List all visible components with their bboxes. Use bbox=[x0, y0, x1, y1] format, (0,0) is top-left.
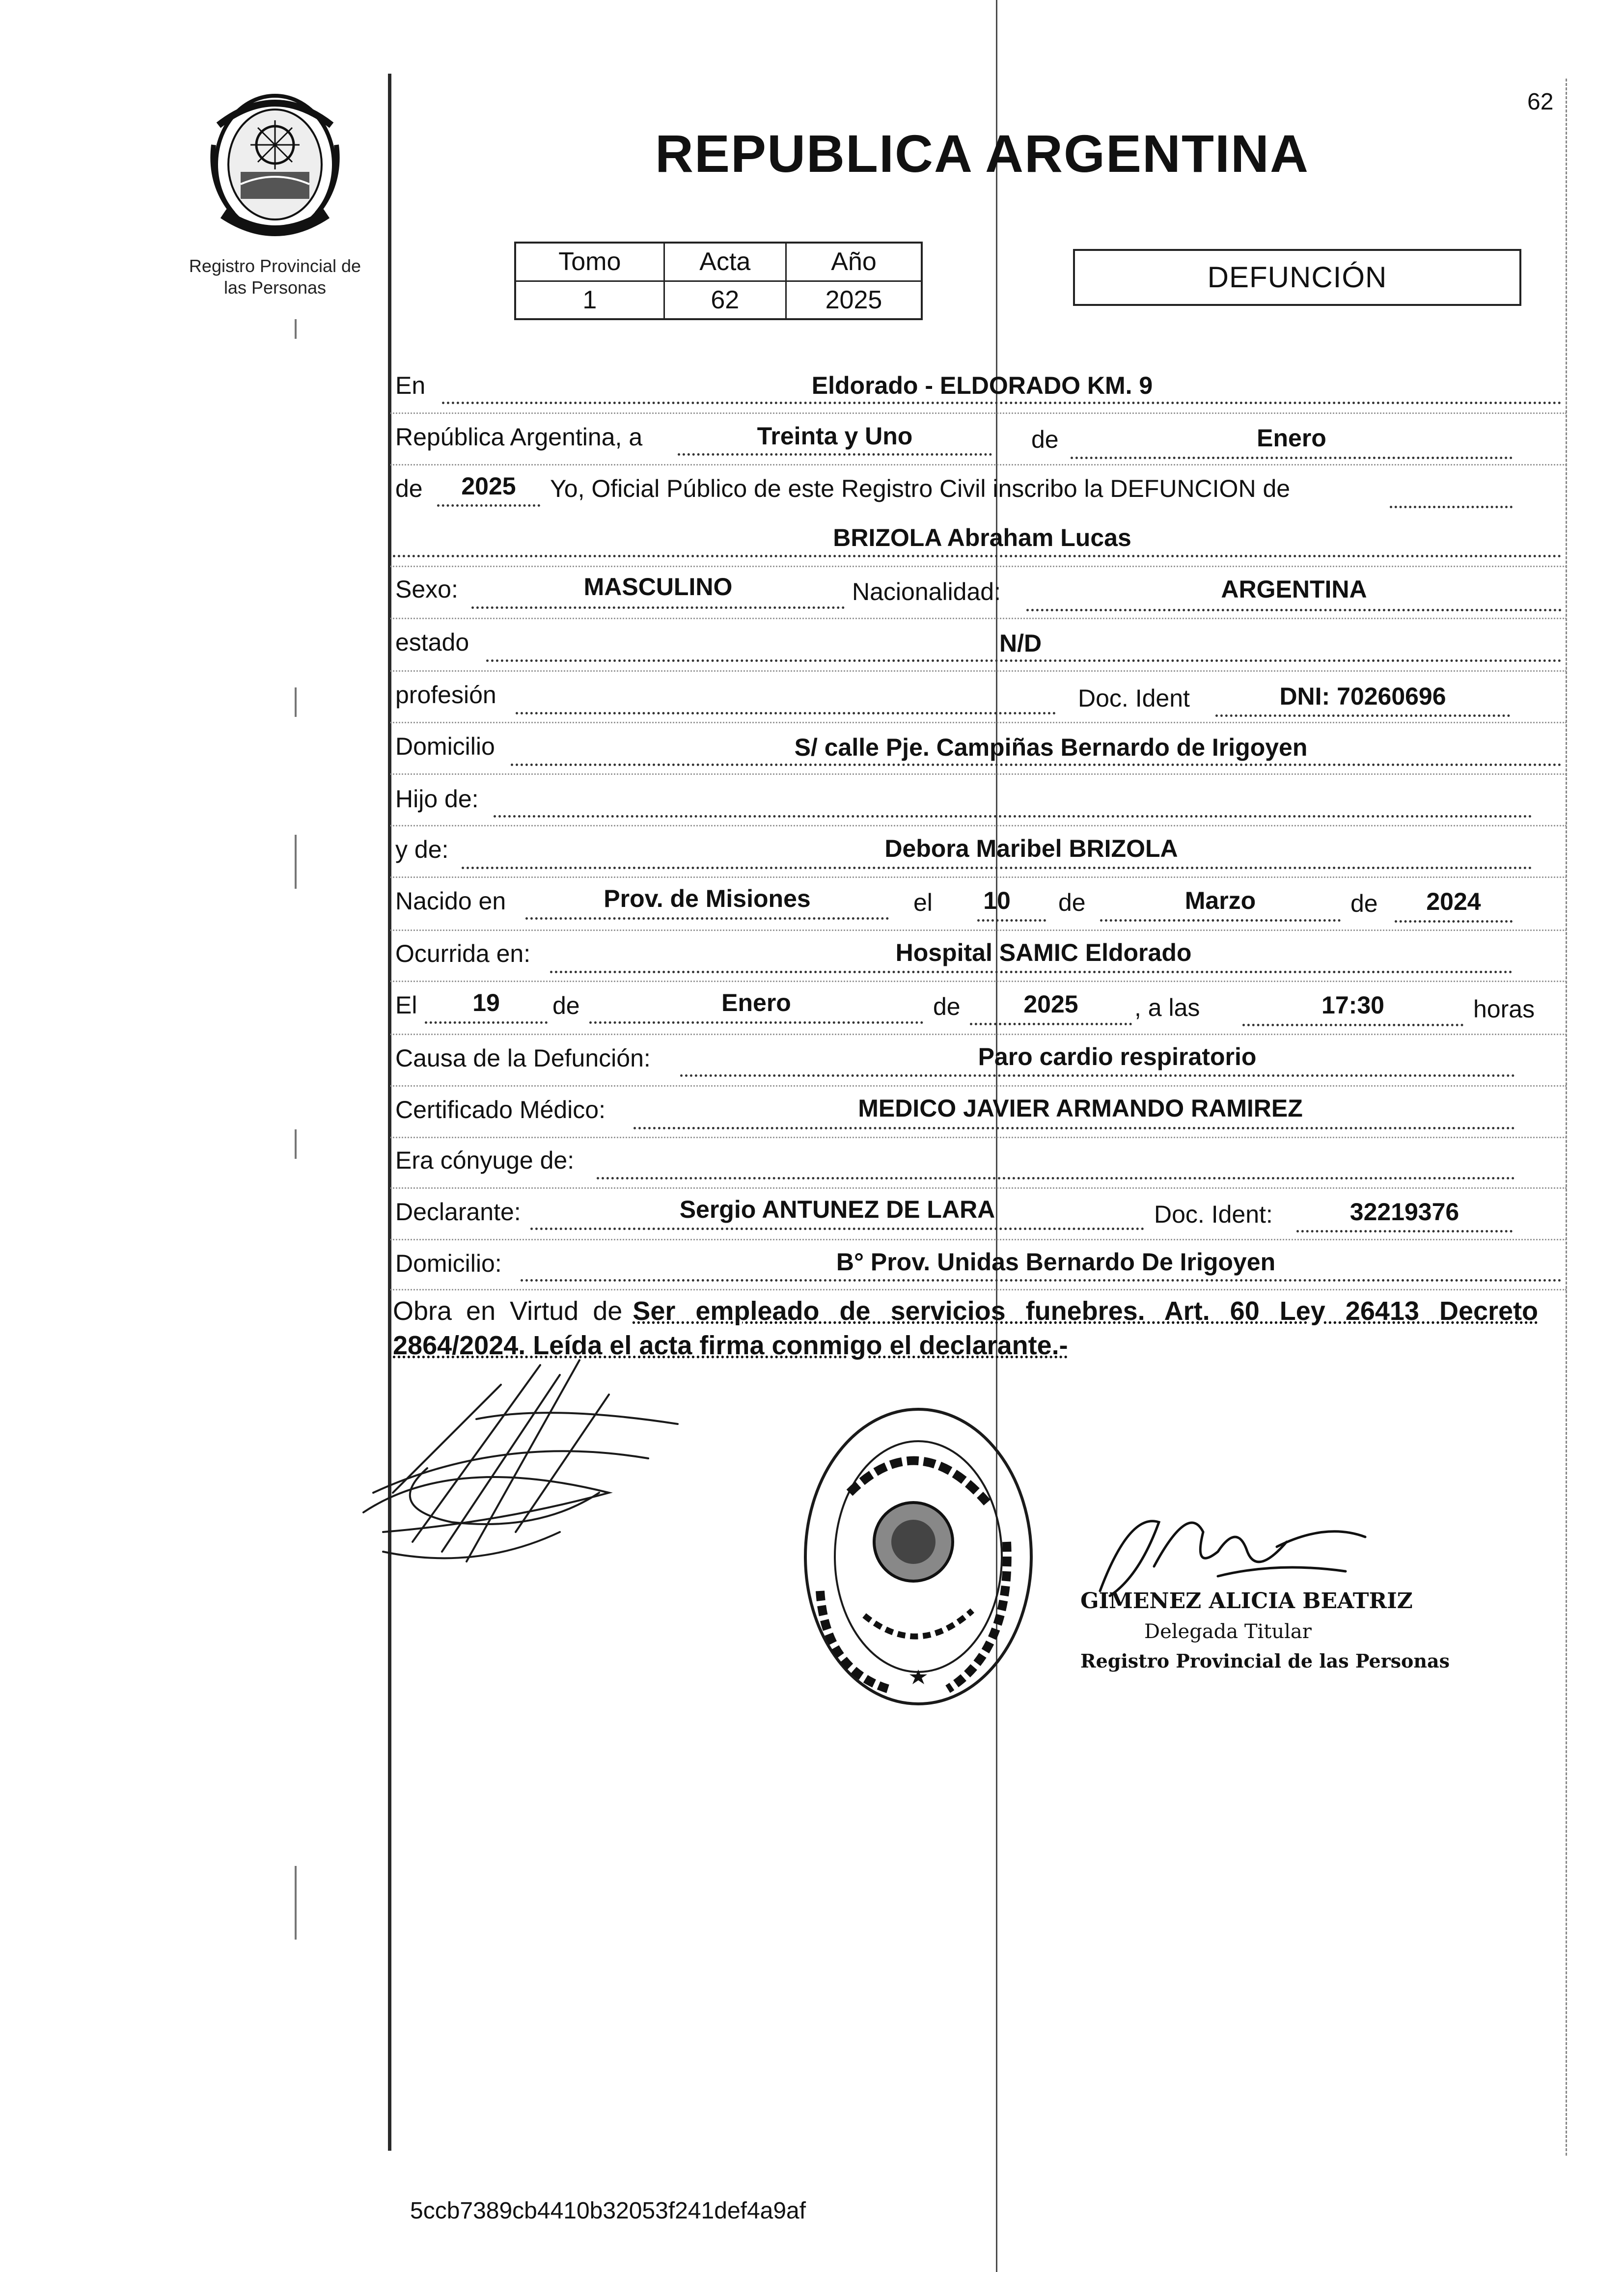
row-rule bbox=[390, 981, 1567, 982]
profesion-dotted-line bbox=[516, 712, 1056, 714]
certificado-label: Certificado Médico: bbox=[395, 1096, 606, 1123]
row-rule bbox=[390, 1187, 1567, 1189]
scan-speck bbox=[295, 1866, 297, 1940]
nacido-value: Prov. de Misiones bbox=[604, 885, 811, 912]
doc-ident-value: DNI: 70260696 bbox=[1279, 683, 1446, 710]
decl-domicilio-value: B° Prov. Unidas Bernardo De Irigoyen bbox=[836, 1248, 1276, 1276]
conyuge-label: Era cónyuge de: bbox=[395, 1147, 575, 1174]
doc-ident-label: Doc. Ident bbox=[1078, 684, 1190, 712]
reference-value-row bbox=[515, 281, 922, 319]
page-number: 62 bbox=[1527, 89, 1554, 115]
row-rule bbox=[390, 1289, 1567, 1290]
horas-label: horas bbox=[1473, 995, 1535, 1023]
acta-value: 62 bbox=[664, 281, 786, 319]
obra-value-2: 2864/2024. Leída el acta firma conmigo el declarante.- bbox=[393, 1331, 1068, 1360]
mes-dotted-line bbox=[1071, 457, 1513, 459]
def-mes-dotted-line bbox=[589, 1021, 923, 1024]
nac-dia-value: 10 bbox=[983, 887, 1011, 914]
nacionalidad-dotted-line bbox=[1026, 609, 1562, 611]
def-dia-value: 19 bbox=[472, 989, 500, 1016]
decl-doc-value: 32219376 bbox=[1349, 1198, 1459, 1226]
anio-dotted-line bbox=[437, 504, 540, 507]
ocurrida-label: Ocurrida en: bbox=[395, 940, 531, 967]
decl-domicilio-label: Domicilio: bbox=[395, 1250, 502, 1277]
certificado-value: MEDICO JAVIER ARMANDO RAMIREZ bbox=[858, 1095, 1303, 1122]
yde-dotted-line bbox=[462, 867, 1532, 869]
dia-dotted-line bbox=[678, 453, 992, 456]
a-las-label: , a las bbox=[1134, 994, 1200, 1021]
row-rule bbox=[390, 930, 1567, 931]
causa-label: Causa de la Defunción: bbox=[395, 1044, 651, 1072]
de-label: de bbox=[1031, 426, 1059, 453]
row-rule bbox=[390, 566, 1567, 567]
row-rule bbox=[390, 1034, 1567, 1035]
declarante-dotted-line bbox=[530, 1228, 1144, 1230]
yde-label: y de: bbox=[395, 836, 449, 863]
estado-value: N/D bbox=[999, 630, 1042, 657]
sexo-label: Sexo: bbox=[395, 575, 458, 603]
nac-de2-label: de bbox=[1350, 890, 1378, 917]
certificado-dotted-line bbox=[633, 1127, 1515, 1129]
domicilio-dotted-line bbox=[511, 764, 1562, 766]
nac-mes-value: Marzo bbox=[1184, 887, 1256, 914]
reference-header-row bbox=[515, 243, 922, 281]
row-rule bbox=[390, 825, 1567, 826]
decl-doc-label: Doc. Ident: bbox=[1154, 1201, 1273, 1228]
def-dia-dotted-line bbox=[425, 1021, 548, 1024]
obra-line-1 bbox=[393, 1294, 1562, 1328]
anio-prefix-label: de bbox=[395, 475, 423, 502]
obra-value-1: Ser empleado de servicios funebres. Art. 60 Ley 26413 Decreto bbox=[633, 1296, 1539, 1326]
row-rule bbox=[390, 412, 1567, 414]
scan-speck bbox=[295, 1129, 297, 1159]
hora-dotted-line bbox=[1242, 1024, 1463, 1026]
scan-speck bbox=[295, 319, 297, 339]
reference-table bbox=[514, 242, 923, 320]
ocurrida-dotted-line bbox=[550, 971, 1513, 973]
row-rule bbox=[390, 722, 1567, 723]
nombre-dotted-line bbox=[393, 555, 1562, 557]
republica-label: República Argentina, a bbox=[395, 423, 643, 451]
declarante-label: Declarante: bbox=[395, 1198, 521, 1226]
nacionalidad-value: ARGENTINA bbox=[1221, 575, 1367, 603]
right-margin-rule bbox=[1566, 79, 1567, 2156]
decl-doc-dotted-line bbox=[1296, 1230, 1513, 1232]
def-de-label: de bbox=[552, 992, 580, 1019]
dia-value: Treinta y Uno bbox=[757, 422, 913, 450]
row-rule bbox=[390, 1085, 1567, 1087]
row-rule bbox=[390, 618, 1567, 619]
row-rule bbox=[390, 1137, 1567, 1138]
doc-ident-dotted-line bbox=[1215, 714, 1510, 717]
ocurrida-value: Hospital SAMIC Eldorado bbox=[895, 939, 1192, 966]
official-org: Registro Provincial de las Personas bbox=[1080, 1650, 1450, 1672]
tomo-header: Tomo bbox=[515, 243, 664, 281]
declarante-value: Sergio ANTUNEZ DE LARA bbox=[679, 1196, 995, 1223]
obra-label: Obra en Virtud de bbox=[393, 1296, 623, 1326]
nacido-dotted-line bbox=[525, 917, 889, 920]
en-dotted-line bbox=[442, 402, 1562, 404]
scan-speck bbox=[295, 687, 297, 717]
madre-value: Debora Maribel BRIZOLA bbox=[884, 835, 1178, 862]
anio-value: 2025 bbox=[461, 472, 516, 500]
nac-anio-dotted-line bbox=[1395, 920, 1513, 923]
row-rule bbox=[390, 773, 1567, 775]
nac-de-label: de bbox=[1058, 889, 1086, 916]
nac-dia-dotted-line bbox=[977, 919, 1046, 922]
mes-value: Enero bbox=[1257, 424, 1326, 452]
causa-value: Paro cardio respiratorio bbox=[978, 1043, 1257, 1070]
estado-dotted-line bbox=[486, 659, 1562, 662]
anio-header: Año bbox=[786, 243, 922, 281]
en-label: En bbox=[395, 372, 426, 399]
hijo-dotted-line bbox=[494, 815, 1532, 818]
scan-speck bbox=[295, 835, 297, 889]
registry-label: Registro Provincial de las Personas bbox=[189, 256, 361, 298]
scan-fold-line bbox=[996, 0, 997, 2272]
estado-label: estado bbox=[395, 629, 469, 656]
nac-anio-value: 2024 bbox=[1426, 888, 1481, 915]
row-rule bbox=[390, 670, 1567, 672]
nac-mes-dotted-line bbox=[1100, 919, 1341, 922]
en-value: Eldorado - ELDORADO KM. 9 bbox=[811, 372, 1153, 399]
def-mes-value: Enero bbox=[721, 989, 791, 1016]
def-anio-value: 2025 bbox=[1023, 990, 1078, 1018]
nacionalidad-label: Nacionalidad: bbox=[852, 578, 1001, 605]
provincial-seal-logo bbox=[204, 86, 346, 241]
document-type-box: DEFUNCIÓN bbox=[1073, 249, 1521, 306]
row-rule bbox=[390, 464, 1567, 465]
decl-domicilio-dotted-line bbox=[521, 1279, 1562, 1282]
oficial-text: Yo, Oficial Público de este Registro Civil inscribo la DEFUNCION de bbox=[550, 475, 1291, 502]
anio-value: 2025 bbox=[786, 281, 922, 319]
official-role: Delegada Titular bbox=[1144, 1620, 1312, 1643]
nombre-value: BRIZOLA Abraham Lucas bbox=[833, 524, 1131, 551]
row-rule bbox=[390, 876, 1567, 878]
tomo-value: 1 bbox=[515, 281, 664, 319]
delegation-stamp bbox=[791, 1395, 1046, 1719]
sexo-dotted-line bbox=[471, 606, 845, 609]
page-title: REPUBLICA ARGENTINA bbox=[655, 124, 1309, 183]
nacido-label: Nacido en bbox=[395, 887, 506, 915]
domicilio-label: Domicilio bbox=[395, 733, 495, 760]
conyuge-dotted-line bbox=[597, 1177, 1515, 1179]
declarant-signature bbox=[354, 1345, 697, 1581]
profesion-label: profesión bbox=[395, 681, 496, 709]
document-hash: 5ccb7389cb4410b32053f241def4a9af bbox=[410, 2198, 806, 2224]
oficial-dotted-line bbox=[1390, 506, 1513, 508]
hora-value: 17:30 bbox=[1321, 991, 1384, 1019]
domicilio-value: S/ calle Pje. Campiñas Bernardo de Irigoyen bbox=[794, 734, 1308, 761]
def-anio-dotted-line bbox=[970, 1023, 1132, 1025]
def-el-label: El bbox=[395, 991, 417, 1019]
left-margin-rule bbox=[388, 74, 391, 2151]
def-de2-label: de bbox=[933, 993, 961, 1020]
acta-header: Acta bbox=[664, 243, 786, 281]
sexo-value: MASCULINO bbox=[583, 573, 733, 601]
row-rule bbox=[390, 1239, 1567, 1240]
nac-el-label: el bbox=[913, 889, 933, 916]
causa-dotted-line bbox=[680, 1074, 1515, 1077]
official-name: GIMENEZ ALICIA BEATRIZ bbox=[1080, 1588, 1413, 1614]
hijo-label: Hijo de: bbox=[395, 785, 479, 813]
